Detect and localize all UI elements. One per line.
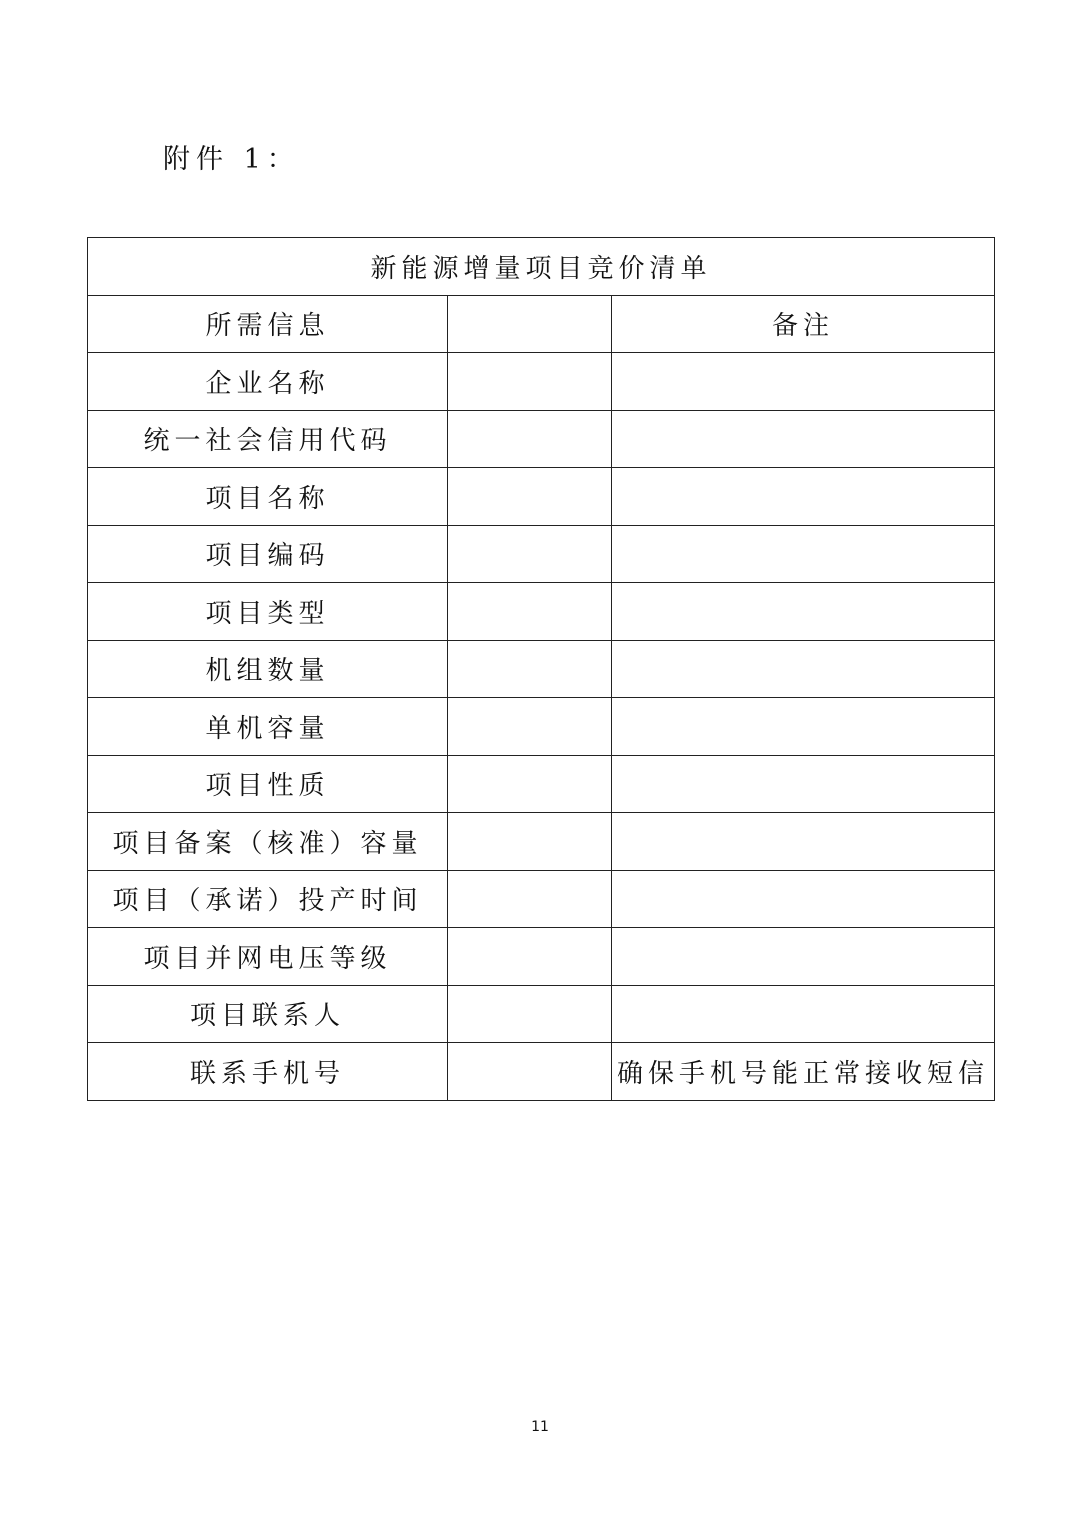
row-label: 项目并网电压等级 [88, 928, 448, 986]
row-value [448, 468, 612, 526]
bidding-list-table [87, 237, 995, 1101]
table-row [88, 468, 995, 526]
row-remark [612, 583, 995, 641]
row-label: 项目备案（核准）容量 [88, 813, 448, 871]
table-row [88, 985, 995, 1043]
table-title-row [88, 238, 995, 296]
row-label: 统一社会信用代码 [88, 410, 448, 468]
row-label: 项目名称 [88, 468, 448, 526]
row-remark [612, 928, 995, 986]
row-label: 企业名称 [88, 353, 448, 411]
row-label: 机组数量 [88, 640, 448, 698]
row-value [448, 870, 612, 928]
table-row [88, 640, 995, 698]
row-label: 项目联系人 [88, 985, 448, 1043]
row-remark [612, 640, 995, 698]
row-remark [612, 353, 995, 411]
table-row [88, 928, 995, 986]
table-row [88, 583, 995, 641]
row-remark [612, 870, 995, 928]
row-label: 项目类型 [88, 583, 448, 641]
row-label: 单机容量 [88, 698, 448, 756]
table-title: 新能源增量项目竞价清单 [88, 238, 995, 296]
attachment-label: 附件 1： [163, 144, 300, 175]
row-remark: 确保手机号能正常接收短信 [612, 1043, 995, 1101]
row-value [448, 755, 612, 813]
row-label: 项目（承诺）投产时间 [88, 870, 448, 928]
row-value [448, 410, 612, 468]
header-info: 所需信息 [88, 295, 448, 353]
row-label: 项目性质 [88, 755, 448, 813]
row-value [448, 640, 612, 698]
row-value [448, 813, 612, 871]
row-value [448, 525, 612, 583]
row-value [448, 353, 612, 411]
table-row [88, 525, 995, 583]
row-label: 项目编码 [88, 525, 448, 583]
table-row [88, 1043, 995, 1101]
row-remark [612, 525, 995, 583]
row-value [448, 698, 612, 756]
row-remark [612, 755, 995, 813]
table-row [88, 755, 995, 813]
row-value [448, 928, 612, 986]
row-remark [612, 468, 995, 526]
header-value [448, 295, 612, 353]
row-label: 联系手机号 [88, 1043, 448, 1101]
row-remark [612, 410, 995, 468]
table-row [88, 813, 995, 871]
row-value [448, 985, 612, 1043]
table-row [88, 410, 995, 468]
row-value [448, 1043, 612, 1101]
header-remark: 备注 [612, 295, 995, 353]
row-remark [612, 698, 995, 756]
page-number: 11 [531, 1419, 549, 1435]
table-row [88, 870, 995, 928]
row-remark [612, 985, 995, 1043]
table-row [88, 698, 995, 756]
row-remark [612, 813, 995, 871]
table-header-row [88, 295, 995, 353]
table-row [88, 353, 995, 411]
row-value [448, 583, 612, 641]
